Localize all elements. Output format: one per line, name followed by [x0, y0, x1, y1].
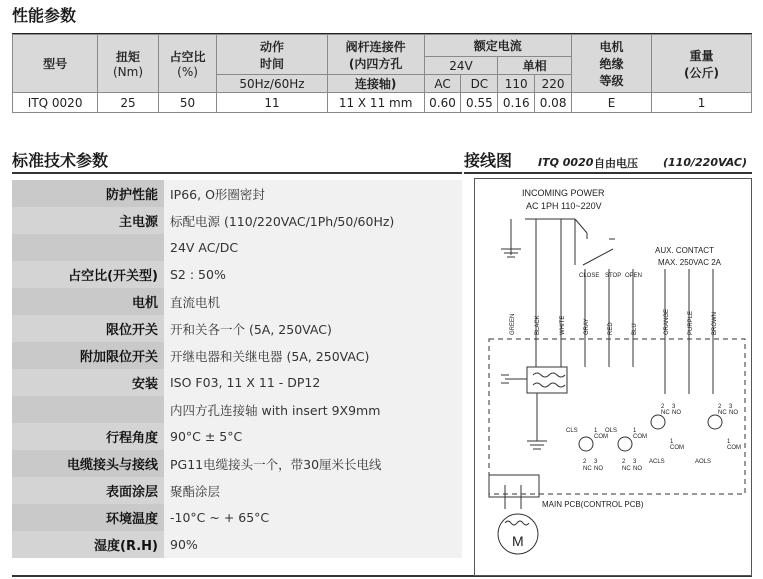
spec-row — [12, 288, 462, 315]
spec-value: 内四方孔连接轴 with insert 9X9mm — [164, 396, 462, 423]
spec-value: -10°C ~ + 65°C — [164, 504, 462, 531]
spec-key: 湿度(R.H) — [12, 531, 164, 558]
spec-row — [12, 180, 462, 207]
ols-label: OLS — [605, 428, 618, 434]
wire-red: RED — [608, 322, 614, 335]
col-current: 额定电流 — [424, 35, 571, 57]
cell-weight: 1 — [652, 93, 752, 113]
wiring-diagram — [474, 178, 752, 576]
wiring-title: 接线图 — [464, 151, 513, 170]
spec-value: PG11电缆接头一个，带30厘米长电线 — [164, 450, 462, 477]
col-110: 110 — [498, 75, 535, 93]
wire-orange: ORANGE — [664, 308, 670, 335]
spec-row — [12, 477, 462, 504]
aols-no-label: NO — [729, 410, 738, 416]
col-weight: 重量 (公斤) — [652, 35, 752, 93]
wiring-model: ITQ 0020 — [538, 156, 594, 169]
spec-value: S2 : 50% — [164, 261, 462, 288]
performance-table — [12, 34, 752, 113]
col-model: 型号 — [13, 35, 98, 93]
acls-nc-label: NC — [661, 410, 670, 416]
pcb-label: MAIN PCB(CONTROL PCB) — [542, 500, 644, 509]
wiring-sub: 自由电压 — [594, 157, 638, 170]
spec-row — [12, 369, 462, 396]
spec-value: ISO F03, 11 X 11 - DP12 — [164, 369, 462, 396]
aols-com-label: COM — [727, 445, 741, 451]
aux-label: AUX. CONTACT — [655, 246, 714, 255]
wiring-top-rule — [464, 172, 752, 174]
spec-value: 聚酯涂层 — [164, 477, 462, 504]
cls-nc-label: NC — [583, 466, 592, 472]
ols-nc-label: NC — [622, 466, 631, 472]
cls-no-label: NO — [594, 466, 603, 472]
col-stem: 阀杆连接件 (内四方孔 — [327, 35, 424, 75]
spec-value: 开和关各一个 (5A, 250VAC) — [164, 315, 462, 342]
spec-value: 24V AC/DC — [164, 234, 462, 261]
wiring-voltage: (110/220VAC) — [663, 156, 748, 169]
col-action-freq: 50Hz/60Hz — [217, 75, 327, 93]
cell-action: 11 — [217, 93, 327, 113]
spec-top-rule — [12, 172, 462, 174]
cell-dc: 0.55 — [461, 93, 498, 113]
spec-key: 占空比(开关型) — [12, 261, 164, 288]
table-row — [13, 93, 752, 113]
acls-label: ACLS — [649, 459, 665, 465]
aols-pin-1: 1 — [727, 439, 731, 445]
stop-label: STOP — [605, 273, 622, 279]
cell-220: 0.08 — [535, 93, 572, 113]
wire-green: GREEN — [510, 313, 516, 335]
spec-row — [12, 207, 462, 234]
spec-row — [12, 315, 462, 342]
col-duty: 占空比 (%) — [158, 35, 216, 93]
spec-value: 标配电源 (110/220VAC/1Ph/50/60Hz) — [164, 207, 462, 234]
spec-key: 防护性能 — [12, 180, 164, 207]
aols-label: AOLS — [695, 459, 712, 465]
spec-table — [12, 180, 462, 558]
col-torque: 扭矩 (Nm) — [98, 35, 159, 93]
col-220: 220 — [535, 75, 572, 93]
col-single-phase: 单相 — [498, 57, 572, 75]
wire-brown: BROWN — [712, 312, 718, 335]
cls-pin-1: 1 — [594, 428, 598, 434]
cell-ac: 0.60 — [424, 93, 461, 113]
acls-pin-1: 1 — [670, 439, 674, 445]
wire-white: WHITE — [560, 315, 566, 335]
col-ac: AC — [424, 75, 461, 93]
ols-no-label: NO — [633, 466, 642, 472]
close-label: CLOSE — [579, 273, 600, 279]
wire-purple: PURPLE — [688, 310, 694, 335]
wire-black: BLACK — [535, 315, 541, 335]
ols-com-label: COM — [633, 434, 647, 440]
col-24v: 24V — [424, 57, 498, 75]
cls-pin-2: 2 — [583, 459, 587, 465]
motor-symbol: M — [512, 533, 524, 549]
spec-key — [12, 396, 164, 423]
spec-key: 安装 — [12, 369, 164, 396]
cls-com-label: COM — [594, 434, 608, 440]
spec-key: 行程角度 — [12, 423, 164, 450]
acls-pin-3: 3 — [672, 404, 676, 410]
aols-pin-3: 3 — [729, 404, 733, 410]
col-dc: DC — [461, 75, 498, 93]
acls-com-label: COM — [670, 445, 684, 451]
col-stem-sub: 连接轴) — [327, 75, 424, 93]
incoming-label-2: AC 1PH 110~220V — [526, 201, 602, 211]
spec-key: 环境温度 — [12, 504, 164, 531]
cell-duty: 50 — [158, 93, 216, 113]
spec-key — [12, 234, 164, 261]
spec-value: 直流电机 — [164, 288, 462, 315]
spec-value: 90°C ± 5°C — [164, 423, 462, 450]
spec-key: 电缆接头与接线 — [12, 450, 164, 477]
col-insulation: 电机 绝缘 等级 — [572, 35, 652, 93]
acls-no-label: NO — [672, 410, 681, 416]
spec-row — [12, 234, 462, 261]
spec-row — [12, 531, 462, 558]
spec-title: 标准技术参数 — [12, 151, 109, 170]
spec-key: 电机 — [12, 288, 164, 315]
spec-value: IP66, O形圈密封 — [164, 180, 462, 207]
spec-row — [12, 423, 462, 450]
performance-title: 性能参数 — [12, 6, 77, 25]
cell-model: ITQ 0020 — [13, 93, 98, 113]
spec-key: 表面涂层 — [12, 477, 164, 504]
spec-value: 90% — [164, 531, 462, 558]
open-label: OPEN — [625, 273, 643, 279]
spec-row — [12, 504, 462, 531]
wire-gray: GRAY — [584, 318, 590, 335]
cell-insulation: E — [572, 93, 652, 113]
col-action: 动作 时间 — [217, 35, 327, 75]
cls-pin-3: 3 — [594, 459, 598, 465]
aols-pin-2: 2 — [718, 404, 722, 410]
cell-stem: 11 X 11 mm — [327, 93, 424, 113]
acls-pin-2: 2 — [661, 404, 665, 410]
wire-blu: BLU — [632, 323, 638, 335]
ols-pin-1: 1 — [633, 428, 637, 434]
spec-key: 附加限位开关 — [12, 342, 164, 369]
ols-pin-3: 3 — [633, 459, 637, 465]
aols-nc-label: NC — [718, 410, 727, 416]
cls-label: CLS — [566, 428, 578, 434]
spec-row — [12, 342, 462, 369]
spec-row — [12, 450, 462, 477]
incoming-label: INCOMING POWER — [522, 188, 605, 198]
spec-row — [12, 396, 462, 423]
cell-torque: 25 — [98, 93, 159, 113]
spec-value: 开继电器和关继电器 (5A, 250VAC) — [164, 342, 462, 369]
cell-110: 0.16 — [498, 93, 535, 113]
aux-label-2: MAX. 250VAC 2A — [658, 258, 721, 267]
ols-pin-2: 2 — [622, 459, 626, 465]
spec-row — [12, 261, 462, 288]
spec-key: 主电源 — [12, 207, 164, 234]
spec-key: 限位开关 — [12, 315, 164, 342]
